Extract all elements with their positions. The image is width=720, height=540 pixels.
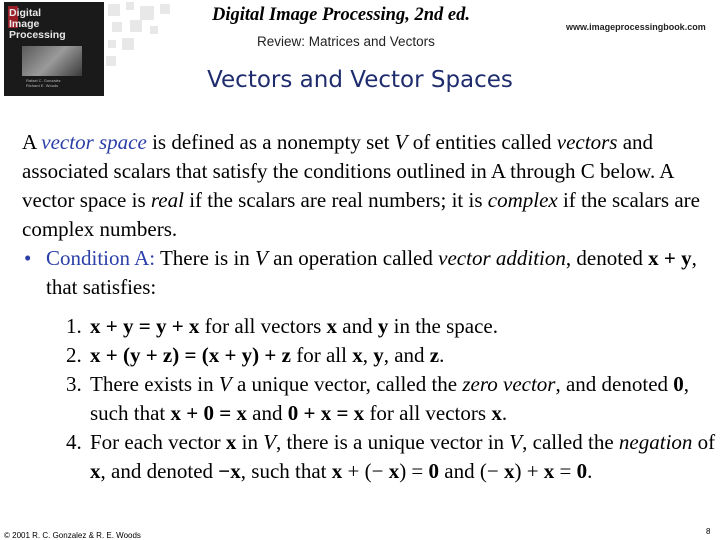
- list-text: and: [246, 401, 288, 425]
- list-text: =: [133, 314, 156, 338]
- footer-copyright: © 2001 R. C. Gonzalez & R. E. Woods: [4, 531, 141, 540]
- header-subtitle: Review: Matrices and Vectors: [257, 34, 435, 49]
- cover-title: [9, 8, 66, 41]
- list-text: , and: [383, 343, 430, 367]
- list-text: x: [90, 459, 101, 483]
- list-text: x: [503, 459, 515, 483]
- list-text: in the space.: [388, 314, 498, 338]
- list-text: y: [377, 314, 389, 338]
- term-vector-space: vector space: [41, 130, 147, 154]
- symbol-x: x: [648, 246, 659, 270]
- list-text: V: [509, 430, 523, 454]
- list-text: .: [439, 343, 445, 367]
- list-text: x: [90, 314, 101, 338]
- list-text: 0: [428, 459, 440, 483]
- list-item: [66, 341, 716, 370]
- term-vectors: vectors: [556, 130, 618, 154]
- text: and associated scalars that satisfy the conditions outlined in A through C below. A vector space is: [22, 130, 674, 212]
- list-text: V: [263, 430, 277, 454]
- decorative-pattern: [104, 0, 224, 76]
- list-text: ) +: [514, 459, 544, 483]
- list-text: + (−: [342, 459, 389, 483]
- list-item: [66, 428, 716, 486]
- list-text: ,: [362, 343, 374, 367]
- text: of entities called: [407, 130, 557, 154]
- list-text: , such that: [240, 459, 332, 483]
- list-text: There exists in: [90, 372, 219, 396]
- text: There is in: [155, 246, 256, 270]
- list-text: negation: [618, 430, 693, 454]
- list-number: 2.: [66, 343, 82, 367]
- list-text: y: [122, 314, 134, 338]
- text: A: [22, 130, 42, 154]
- header-url: www.imageprocessingbook.com: [566, 22, 706, 32]
- text: is defined as a nonempty set: [146, 130, 395, 154]
- list-text: x + 0 = x: [170, 401, 247, 425]
- list-text: a unique vector, called the: [231, 372, 463, 396]
- cover-author: Rafael C. Gonzalez: [26, 78, 61, 83]
- list-item: [66, 312, 716, 341]
- list-text: x: [543, 459, 555, 483]
- term-vector-addition: vector addition: [438, 246, 566, 270]
- cover-title-line: Processing: [9, 29, 66, 41]
- list-text: x: [188, 314, 200, 338]
- list-text: y: [373, 343, 384, 367]
- header-title: Digital Image Processing, 2nd ed.: [212, 5, 470, 25]
- list-text: zero vector: [462, 372, 556, 396]
- list-text: for all vectors: [364, 401, 492, 425]
- list-number: 4.: [66, 430, 82, 454]
- list-text: −x: [218, 459, 241, 483]
- text: , that satisfies:: [46, 246, 697, 299]
- list-text: , and denoted: [100, 459, 219, 483]
- text: , denoted: [565, 246, 649, 270]
- list-text: =: [554, 459, 577, 483]
- text: if the scalars are real numbers; it is: [183, 188, 488, 212]
- list-text: .: [587, 459, 593, 483]
- cover-title-line: Image: [9, 18, 40, 30]
- list-text: x: [491, 401, 502, 425]
- list-text: for all vectors: [199, 314, 327, 338]
- list-text: V: [218, 372, 232, 396]
- list-number: 1.: [66, 314, 82, 338]
- list-text: ) =: [399, 459, 429, 483]
- list-text: +: [100, 314, 123, 338]
- list-text: x: [225, 430, 237, 454]
- list-text: in: [236, 430, 264, 454]
- list-text: for all: [290, 343, 353, 367]
- text: an operation called: [267, 246, 439, 270]
- list-text: , there is a unique vector in: [276, 430, 510, 454]
- list-text: x + (y + z) = (x + y) + z: [90, 343, 291, 367]
- list-text: .: [501, 401, 508, 425]
- intro-paragraph: [22, 128, 712, 244]
- symbol-V: V: [394, 130, 408, 154]
- list-item: [66, 370, 716, 428]
- page-number: 8: [706, 527, 711, 536]
- list-text: , such that: [90, 372, 690, 425]
- list-text: of: [692, 430, 716, 454]
- list-text: , and denoted: [555, 372, 674, 396]
- condition-a: [22, 244, 712, 302]
- condition-label: Condition A:: [46, 246, 156, 270]
- list-text: x: [352, 343, 363, 367]
- list-text: and (−: [439, 459, 504, 483]
- bullet: •: [24, 246, 32, 270]
- list-text: and: [337, 314, 378, 338]
- cover-title-line: Digital: [9, 7, 42, 19]
- term-complex: complex: [487, 188, 558, 212]
- list-text: 0: [576, 459, 588, 483]
- list-text: x: [331, 459, 343, 483]
- term-real: real: [150, 188, 184, 212]
- slide-title: Vectors and Vector Spaces: [207, 67, 513, 93]
- list-number: 3.: [66, 372, 82, 396]
- text: if the scalars are complex numbers.: [22, 188, 700, 241]
- list-text: 0 + x = x: [287, 401, 365, 425]
- list-text: z: [429, 343, 440, 367]
- list-text: , called the: [522, 430, 619, 454]
- list-text: y: [155, 314, 167, 338]
- symbol-plus: +: [658, 246, 682, 270]
- cover-author: Richard E. Woods: [26, 83, 59, 88]
- list-text: 0: [673, 372, 684, 396]
- list-text: x: [388, 459, 400, 483]
- list-text: For each vector: [90, 430, 226, 454]
- axiom-list: [66, 312, 716, 486]
- list-text: +: [166, 314, 189, 338]
- symbol-y: y: [681, 246, 692, 270]
- condition-text: [22, 244, 712, 302]
- list-text: x: [326, 314, 338, 338]
- symbol-V: V: [255, 246, 268, 270]
